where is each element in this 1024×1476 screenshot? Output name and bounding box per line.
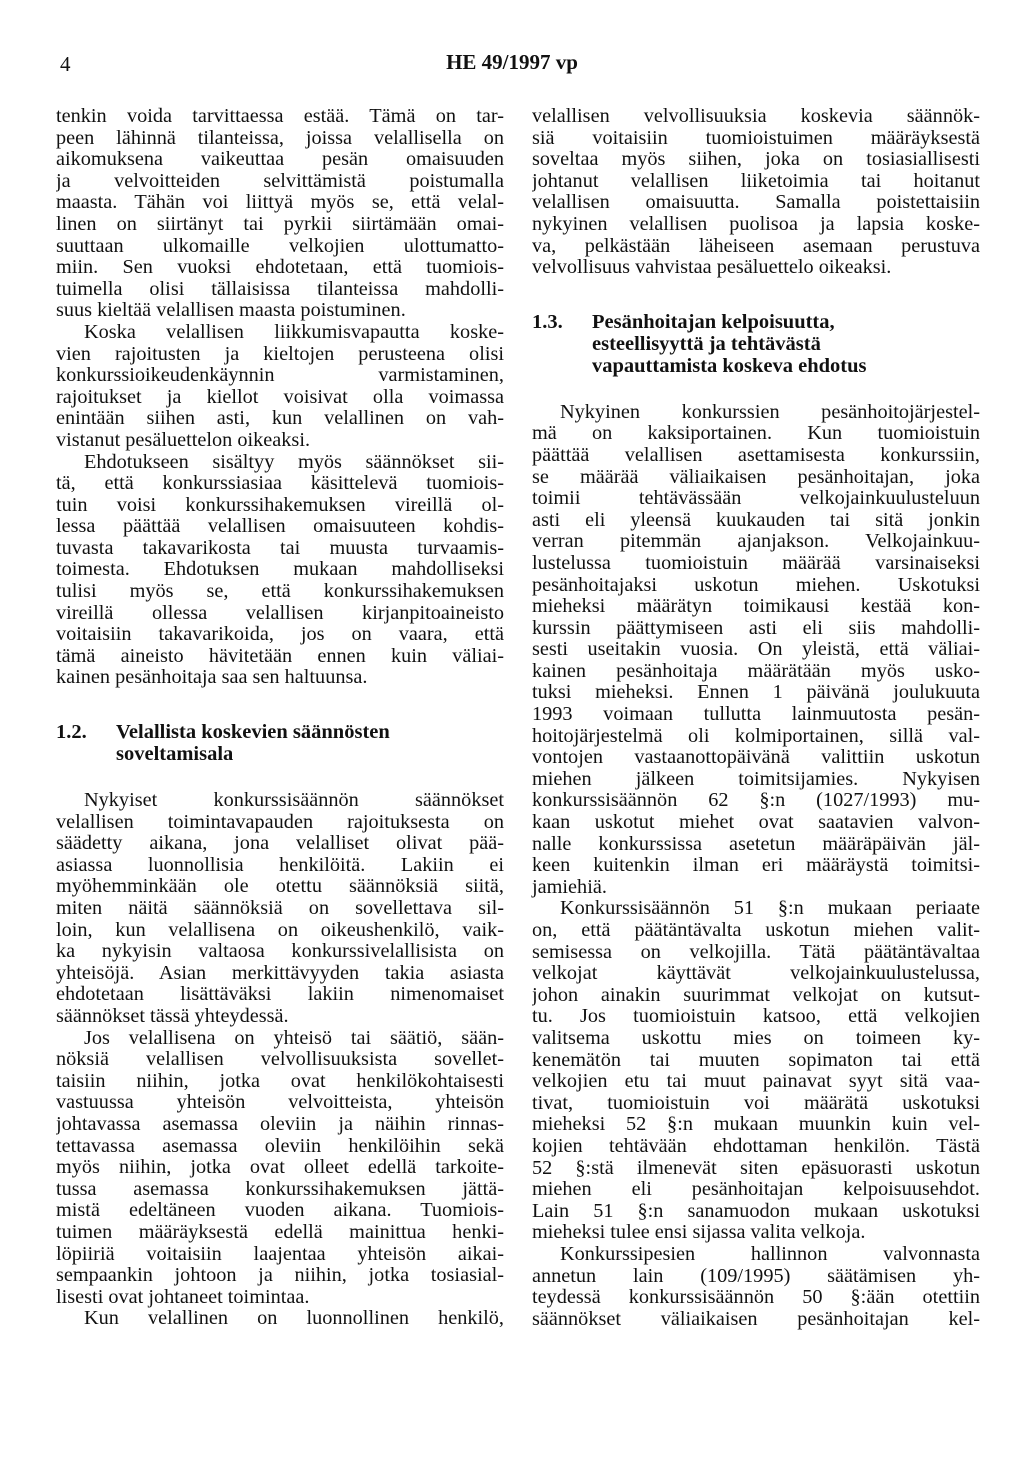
text-line: ehdotetaan lisättäväksi lakiin nimenomaiset — [56, 984, 504, 1006]
text-line: Nykyiset konkurssisäännön säännökset — [84, 790, 504, 812]
text-line: toimii tehtävässään velkojainkuulusteluun — [532, 488, 980, 510]
text-line: johon ainakin suurimmat velkojat on kutsut- — [532, 984, 980, 1006]
section-title: Velallista koskevien säännösten — [116, 721, 390, 744]
section-title: esteellisyyttä ja tehtävästä — [592, 332, 821, 355]
text-line: asti eli yleensä kuukauden tai sitä jonkin — [532, 509, 980, 531]
text-line: lisesti ovat johtaneet toimintaa. — [56, 1285, 310, 1308]
text-line: tuin voisi konkurssihakemuksen vireillä ol- — [56, 494, 504, 516]
text-line: suus kieltää velallisen maasta poistuminen. — [56, 299, 406, 322]
text-line: löpiiriä voitaisiin laajentaa yhteisön aikai- — [56, 1243, 504, 1265]
text-line: velallisen velvollisuuksia koskevia säännök- — [532, 106, 980, 127]
text-line: säädetty aikana, jona velalliset olivat pää- — [56, 833, 504, 855]
text-line: kurssin päättymiseen asti eli siis mahdolli- — [532, 617, 980, 639]
text-line: maasta. Tähän voi liittyä myös se, että velal- — [56, 192, 504, 214]
text-line: myös niihin, jotka ovat olleet edellä tarkoite- — [56, 1157, 504, 1179]
text-line: tivat, tuomioistuin voi määrätä uskotuksi — [532, 1092, 980, 1114]
text-line: sempaankin johtoon ja niihin, jotka tosiasial- — [56, 1265, 504, 1287]
text-line: mieheksi määrätyn toimikausi kestää kon- — [532, 596, 980, 618]
text-line: siä voitaisiin tuomioistuimen määräyksestä — [532, 127, 980, 149]
text-line: velvollisuus vahvistaa pesäluettelo oikeaksi. — [532, 256, 892, 279]
text-line: toimesta. Ehdotuksen mukaan mahdolliseksi — [56, 559, 504, 581]
paragraph — [56, 106, 504, 689]
text-line: annetun lain (109/1995) säätämisen yh- — [532, 1265, 980, 1287]
text-line: tuimella olisi tällaisissa tilanteissa mahdolli- — [56, 278, 504, 300]
text-line: tä, että konkurssiasiaa käsittelevä tuomiois- — [56, 473, 504, 495]
page-number: 4 — [60, 52, 71, 76]
text-line: päättää velallisen asettamisesta konkurssiin, — [532, 444, 980, 466]
section-number: 1.3. — [532, 310, 563, 333]
text-line: tuimen määräyksestä edellä mainittua henki- — [56, 1221, 504, 1243]
text-line: Ehdotukseen sisältyy myös säännökset sii- — [84, 451, 504, 473]
text-line: konkurssisäännön 62 §:n (1027/1993) mu- — [532, 790, 980, 812]
text-line: keen kuitenkin ilman eri määräystä toimitsi- — [532, 855, 980, 877]
text-line: johtavassa asemassa oleviin ja näihin rinnas- — [56, 1113, 504, 1135]
text-line: velallisen toimintavapauden rajoituksesta on — [56, 811, 504, 833]
text-line: kenemätön tai muuten sopimaton tai että — [532, 1049, 980, 1071]
text-line: Konkurssisäännön 51 §:n mukaan periaate — [560, 898, 980, 920]
text-line: semisessa on velkojilla. Tätä päätäntävaltaa — [532, 941, 980, 963]
text-line: tenkin voida tarvittaessa estää. Tämä on tar- — [56, 106, 504, 127]
text-line: vistanut pesäluettelon oikeaksi. — [56, 428, 311, 451]
text-line: vastuussa yhteisön velvoitteista, yhteisön — [56, 1092, 504, 1114]
text-line: peen lähinnä tilanteissa, joissa velallisella on — [56, 127, 504, 149]
text-line: linen on siirtänyt tai pyrkii siirtämään omai- — [56, 213, 504, 235]
text-line: vireillä ollessa velallisen kirjanpitoaineisto — [56, 602, 504, 624]
text-line: jamiehiä. — [532, 875, 607, 898]
text-line: konkurssioikeudenkäynnin varmistaminen, — [56, 365, 504, 387]
text-line: va, pelkästään läheiseen asemaan perustuva — [532, 235, 980, 257]
text-line: mieheksi 52 §:n mukaan muunkin kuin vel- — [532, 1114, 980, 1136]
text-line: Jos velallisena on yhteisö tai säätiö, sään- — [84, 1027, 504, 1049]
text-line: velallisen omaisuutta. Samalla poistettaisiin — [532, 192, 980, 214]
text-line: 1993 voimaan tullutta lainmuutosta pesän- — [532, 704, 980, 726]
text-line: ka nykyisin valtaosa konkurssivelallisista on — [56, 941, 504, 963]
text-line: hoitojärjestelmä oli kolmiportainen, sillä val- — [532, 725, 980, 747]
section-title: vapauttamista koskeva ehdotus — [592, 354, 867, 377]
text-line: nykyinen velallisen puolisoa ja lapsia koske- — [532, 213, 980, 235]
text-line: säännökset väliaikaisen pesänhoitajan kel- — [532, 1308, 980, 1330]
text-line: Konkurssipesien hallinnon valvonnasta — [560, 1243, 980, 1265]
text-line: Nykyinen konkurssien pesänhoitojärjestel- — [560, 401, 980, 423]
text-line: vontojen vastaanottopäivänä valittiin uskotun — [532, 747, 980, 769]
text-line: nöksiä velallisen velvollisuuksista sovellet- — [56, 1049, 504, 1071]
section-title: soveltamisala — [116, 743, 234, 766]
text-line: loin, kun velallisena on oikeushenkilö, vaik- — [56, 919, 504, 941]
document-id: HE 49/1997 vp — [446, 50, 578, 74]
text-line: on, että päätäntävalta uskotun miehen valit- — [532, 920, 980, 941]
text-line: miehen eli pesänhoitajan kelpoisuusehdot. — [532, 1179, 980, 1201]
text-line: miten näitä säännöksiä on sovellettava sil- — [56, 898, 504, 919]
text-line: kojien tehtävään ehdottaman henkilön. Tästä — [532, 1135, 980, 1157]
text-line: mieheksi tulee ensi sijassa valita velkoja. — [532, 1221, 866, 1244]
text-line: tämä aineisto hävitetään ennen kuin väliai- — [56, 645, 504, 667]
text-line: säännökset tässä yhteydessä. — [56, 1004, 289, 1027]
paragraph — [532, 106, 980, 279]
text-line: lustelussa tuomioistuin määrää varsinaiseksi — [532, 552, 980, 574]
text-line: miin. Sen vuoksi ehdotetaan, että tuomiois- — [56, 257, 504, 279]
text-line: kainen pesänhoitaja määrätään myös usko- — [532, 660, 980, 682]
section-title: Pesänhoitajan kelpoisuutta, — [592, 310, 835, 333]
text-line: verran pitemmän ajanjakson. Velkojainkuu- — [532, 531, 980, 553]
text-line: valitsema uskottu mies on toimeen ky- — [532, 1027, 980, 1049]
text-line: yhteisöjä. Asian merkittävyyden takia asiasta — [56, 962, 504, 984]
left-column — [56, 106, 504, 1330]
text-line: soveltaa myös siihen, joka on tosiasiallisesti — [532, 149, 980, 171]
right-column — [532, 106, 980, 1330]
text-line: vien rajoitusten ja kieltojen perusteena olisi — [56, 343, 504, 365]
text-line: Kun velallinen on luonnollinen henkilö, — [84, 1308, 504, 1330]
text-line: tettavassa asemassa oleviin henkilöihin sekä — [56, 1135, 504, 1157]
paragraph — [56, 790, 504, 1330]
text-line: Koska velallisen liikkumisvapautta koske- — [84, 321, 504, 343]
text-line: pesänhoitajaksi uskotun miehen. Uskotuksi — [532, 574, 980, 596]
text-line: mä on kaksiportainen. Kun tuomioistuin — [532, 423, 980, 445]
text-line: taisiin niihin, jotka ovat henkilökohtaisesti — [56, 1070, 504, 1092]
text-line: miehen jälkeen toimitsijamies. Nykyisen — [532, 768, 980, 790]
text-line: voitaisiin takavarikoida, jos on vaara, että — [56, 624, 504, 646]
text-line: asiassa luonnollisia henkilöitä. Lakiin ei — [56, 854, 504, 876]
text-line: rajoitukset ja kiellot voisivat olla voimassa — [56, 386, 504, 408]
paragraph — [532, 402, 980, 1331]
text-line: teydessä konkurssisäännön 50 §:ään otettiin — [532, 1287, 980, 1309]
text-line: se määrää väliaikaisen pesänhoitajan, joka — [532, 466, 980, 488]
text-line: myöhemminkään ole otettu säännöksiä siitä, — [56, 876, 504, 898]
text-line: suuttaan ulkomaille velkojien ulottumatto- — [56, 235, 504, 257]
text-line: sesti useitakin vuosia. On yleistä, että väliai- — [532, 639, 980, 661]
text-line: aikomuksena vaikeuttaa pesän omaisuuden — [56, 149, 504, 171]
text-line: tu. Jos tuomioistuin katsoo, että velkojien — [532, 1006, 980, 1028]
section-heading — [56, 721, 504, 765]
text-line: velkojien etu tai muut painavat syyt sitä vaa- — [532, 1071, 980, 1093]
section-heading — [532, 311, 980, 377]
text-line: tussa asemassa konkurssihakemuksen jättä- — [56, 1178, 504, 1200]
text-line: tuvasta takavarikosta tai muusta turvaamis- — [56, 537, 504, 559]
text-line: johtanut velallisen liiketoimia tai hoitanut — [532, 170, 980, 192]
text-line: Lain 51 §:n sanamuodon mukaan uskotuksi — [532, 1200, 980, 1222]
page-header — [0, 0, 1024, 90]
text-line: kaan uskotut miehet ovat saatavien valvon- — [532, 812, 980, 834]
text-line: tulisi myös se, että konkurssihakemuksen — [56, 581, 504, 603]
text-line: lessa päättää velallisen omaisuuteen kohdis- — [56, 516, 504, 538]
text-line: kainen pesänhoitaja saa sen haltuunsa. — [56, 666, 368, 689]
section-number: 1.2. — [56, 721, 87, 744]
text-line: velkojat käyttävät velkojainkuulustelussa, — [532, 963, 980, 985]
text-line: enintään siihen asti, kun velallinen on vah- — [56, 408, 504, 430]
text-line: mistä edeltäneen vuoden aikana. Tuomiois- — [56, 1200, 504, 1222]
text-line: tuksi mieheksi. Ennen 1 päivänä joulukuuta — [532, 682, 980, 704]
text-line: 52 §:stä ilmenevät siten epäsuorasti uskotun — [532, 1157, 980, 1179]
text-line: nalle konkurssissa asetetun määräpäivän jäl- — [532, 833, 980, 855]
text-line: ja velvoitteiden selvittämistä poistumalla — [56, 170, 504, 192]
